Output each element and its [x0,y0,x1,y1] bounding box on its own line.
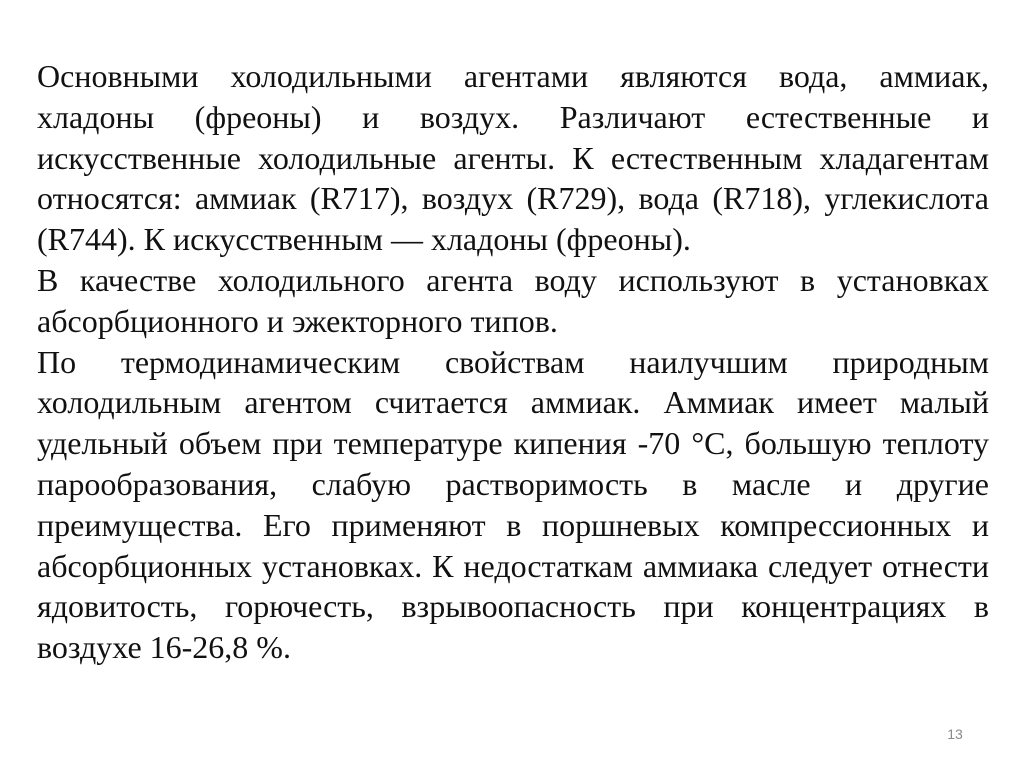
page-number: 13 [947,726,963,742]
paragraph-refrigerants-overview: Основными холодильными агентами являются вода, аммиак, хладоны (фреоны) и воздух. Различают естественные и искусственные холодильные агенты. К естественным хладагентам относятся: аммиак (R717), воздух (R729), вода (R718), углекислота (R744). К искусственным — хладоны (фреоны). [37,58,989,258]
paragraph-ammonia-properties: По термодинамическим свойствам наилучшим природным холодильным агентом считается аммиак. Аммиак имеет малый удельный объем при температуре кипения -70 °С, большую теплоту парообразования, слабую растворимость в масле и другие преимущества. Его применяют в поршневых компрессионных и абсорбционных установках. К недостаткам аммиака следует отнести ядовитость, горючесть, взрывоопасность при концентрациях в воздухе 16-26,8 %. [37,343,989,666]
paragraph-water-usage: В качестве холодильного агента воду используют в установках абсорбционного и эжекторного типов. [37,261,989,339]
slide-body [37,56,989,668]
